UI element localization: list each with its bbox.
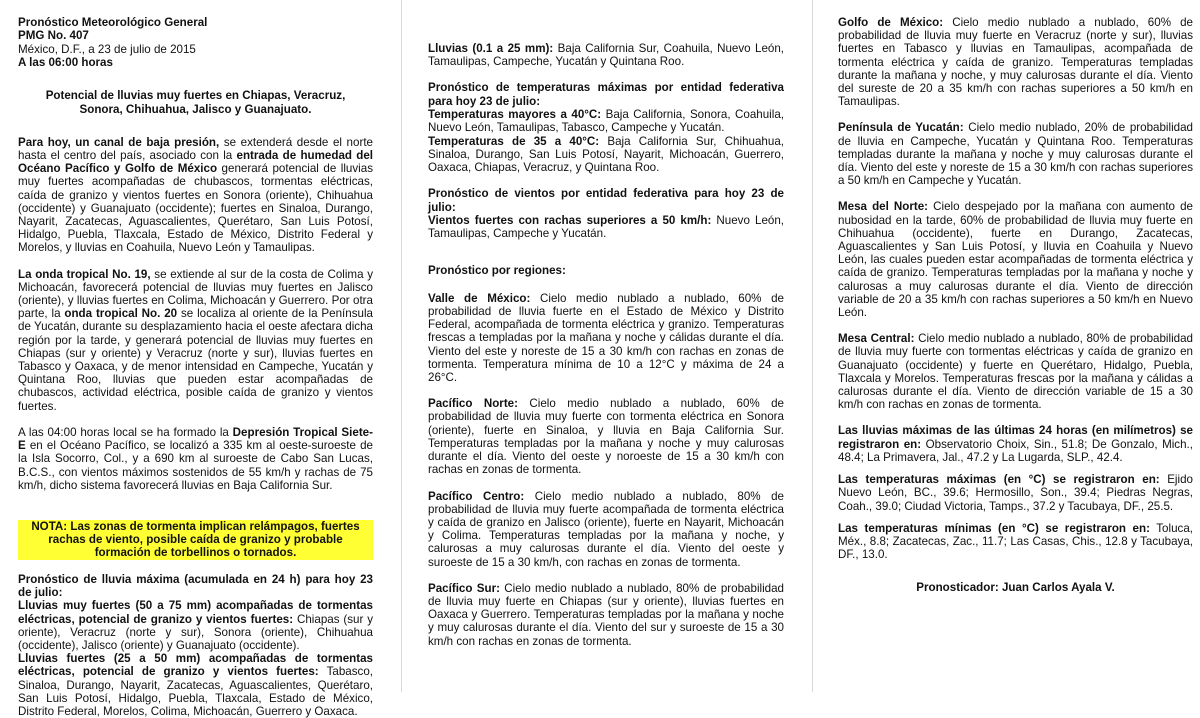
winds-text: Vientos fuertes con rachas superiores a 50 km/h: Nuevo León, Tamaulipas, Campeche y Yucatán. bbox=[428, 214, 785, 241]
region-mesa-del-norte: Mesa del Norte: Cielo despejado por la mañana con aumento de nubosidad en la tarde, 60% de probabilidad de lluvia muy fuerte en Chihuahua (occidente), fuerte en Durango, Zacatecas, Aguascalientes y San Luis Potosí, y lluvia en Coahuila y Nuevo León, las cuales pueden estar acompañadas de tormenta eléctrica y caída de granizo. Temperaturas templadas por la mañana y noche y calurosas a muy calurosas durante el día. Viento de dirección variable de 20 a 35 km/h con rachas superiores a 50 km/h en Nuevo León. bbox=[838, 200, 1193, 320]
rain-very-strong: Lluvias muy fuertes (50 a 75 mm) acompañadas de tormentas eléctricas, potencial de granizo y vientos fuertes: Chiapas (sur y oriente), Veracruz (norte y sur), Sonora (oriente), Chihuahua (occidente), Jalisco (oriente) y Guanajuato (occidente). bbox=[18, 599, 373, 652]
column-right bbox=[838, 0, 1193, 692]
report-title: Pronóstico Meteorológico General bbox=[18, 16, 208, 29]
region-pacifico-sur: Pacífico Sur: Cielo medio nublado a nublado, 80% de probabilidad de lluvia muy fuerte en Chiapas (sur y oriente), lluvias fuertes en Oaxaca y Guerrero. Temperaturas templadas por la mañana y noche y muy calurosas durante el día. Viento del sur y suroeste de 15 a 30 km/h con rachas en zonas de tormenta. bbox=[428, 581, 785, 648]
paragraph-tropical-depression: A las 04:00 horas local se ha formado la Depresión Tropical Siete-E en el Océano Pacífico, se localizó a 335 km al oeste-suroeste de la Isla Socorro, Col., y a 690 km al suroeste de Cabo San Lucas, B.C.S., con vientos máximos sostenidos de 55 km/h y rachas de 75 km/h, dicho sistema favorecerá lluvias en Baja California Sur. bbox=[18, 425, 373, 492]
region-pacifico-centro: Pacífico Centro: Cielo medio nublado a nublado, 80% de probabilidad de lluvia muy fuerte acompañada de tormenta eléctrica y caída de granizo en Jalisco (oriente), fuerte en Nayarit, Michoacán y Colima. Temperaturas templadas por la mañana y noche, y calurosas a muy calurosas durante el día. Viento del oeste y suroeste de 15 a 30 km/h, con rachas en zonas de tormenta. bbox=[428, 489, 784, 569]
report-date: México, D.F., a 23 de julio de 2015 bbox=[18, 42, 196, 56]
winds-heading: Pronóstico de vientos por entidad federativa para hoy 23 de julio: bbox=[428, 187, 784, 214]
column-divider bbox=[401, 0, 402, 692]
records-max-rain: Las lluvias máximas de las últimas 24 horas (en milímetros) se registraron en: Observatorio Choix, Sin., 51.8; De Gonzalo, Mich., 48.4; La Primavera, Jal., 47.2 y La Lugarda, SLP., 42.4. bbox=[838, 424, 1193, 464]
records-max-temp: Las temperaturas máximas (en °C) se registraron en: Ejido Nuevo León, BC., 39.6; Hermosillo, Son., 39.4; Piedras Negras, Coah., 39.0; Ciudad Victoria, Tamps., 37.2 y Tacubaya, DF., 25.5. bbox=[838, 473, 1193, 513]
paragraph-low-pressure: Para hoy, un canal de baja presión, se extenderá desde el norte hasta el centro del país, asociado con la entrada de humedad del Océano Pacífico y Golfo de México generará potencial de lluvias muy fuertes acompañadas de chubascos, tormentas eléctricas, caída de granizo y vientos fuertes en Sonora (oriente), Chihuahua (occidente) y Guanajuato (occidente); fuertes en Sinaloa, Durango, Nayarit, Zacatecas, Aguascalientes, Querétaro, San Luis Potosí, Hidalgo, Puebla, Tlaxcala, Estado de México, Distrito Federal y Morelos, y lluvias en Coahuila, Nuevo León y Tamaulipas. bbox=[18, 135, 374, 255]
region-pacifico-norte: Pacífico Norte: Cielo medio nublado a nublado, 60% de probabilidad de lluvia muy fuerte con tormenta eléctrica en Sonora (oriente), fuerte en Sinaloa, y lluvia en Baja California Sur. Temperaturas templadas por la mañana y noche y muy calurosas durante el día. Viento del oeste y noroeste de 15 a 30 km/h con rachas en zonas de tormenta. bbox=[428, 397, 785, 477]
report-number: PMG No. 407 bbox=[18, 29, 89, 43]
region-golfo-de-mexico: Golfo de México: Cielo medio nublado a nublado, 60% de probabilidad de lluvia muy fuerte en Veracruz (norte y sur), lluvias fuertes en Tabasco y lluvias en Tamaulipas, acompañada de tormenta eléctrica y caída de granizo. Temperaturas templadas durante la mañana y noche, y muy calurosas durante el día. Viento del sureste de 20 a 35 km/h con rachas superiores a 50 km/h en Tamaulipas. bbox=[838, 16, 1193, 109]
report-time: A las 06:00 horas bbox=[18, 56, 113, 70]
region-peninsula-de-yucatan: Península de Yucatán: Cielo medio nublado, 20% de probabilidad de lluvia en Campeche, Yucatán y Quintana Roo. Temperaturas templadas durante la mañana y noche y muy calurosas durante el día. Viento del este y noreste de 15 a 30 km/h con rachas superiores a 50 km/h en Campeche y Yucatán. bbox=[838, 121, 1193, 188]
regions-heading: Pronóstico por regiones: bbox=[428, 264, 566, 278]
rain-forecast-heading: Pronóstico de lluvia máxima (acumulada en 24 h) para hoy 23 de julio: bbox=[18, 572, 373, 599]
rain-light: Lluvias (0.1 a 25 mm): Baja California Sur, Coahuila, Nuevo León, Tamaulipas, Campeche, Yucatán y Quintana Roo. bbox=[428, 42, 785, 69]
temps-over-40: Temperaturas mayores a 40°C: Baja California, Sonora, Coahuila, Nuevo León, Tamaulipas, Tabasco, Campeche y Yucatán. bbox=[428, 108, 785, 135]
column-left bbox=[18, 0, 374, 718]
temps-heading: Pronóstico de temperaturas máximas por entidad federativa para hoy 23 de julio: bbox=[428, 81, 784, 108]
temps-35-40: Temperaturas de 35 a 40°C: Baja California Sur, Chihuahua, Sinaloa, Durango, San Luis Potosí, Nayarit, Michoacán, Guerrero, Oaxaca, Chiapas, Veracruz, y Quintana Roo. bbox=[428, 134, 784, 175]
rain-strong: Lluvias fuertes (25 a 50 mm) acompañadas de tormentas eléctricas, potencial de granizo y vientos fuertes: Tabasco, Sinaloa, Durango, Nayarit, Zacatecas, Aguascalientes, Querétaro, San Luis Potosí, Hidalgo, Puebla, Tlaxcala, Estado de México, Distrito Federal, Morelos, Colima, Michoacán, Guerrero y Oaxaca. bbox=[18, 652, 373, 718]
storm-note: NOTA: Las zonas de tormenta implican relámpagos, fuertes rachas de viento, posible caída de granizo y probable formación de torbellinos o tornados. bbox=[18, 520, 373, 560]
region-mesa-central: Mesa Central: Cielo medio nublado a nublado, 80% de probabilidad de lluvia muy fuerte con tormentas eléctricas y caída de granizo en Guanajuato (occidente) y fuerte en Querétaro, Hidalgo, Puebla, Tlaxcala y Morelos. Temperaturas frescas por la mañana y cálidas a calurosas durante el día. Viento de dirección variable de 15 a 30 km/h con rachas en zonas de tormenta. bbox=[838, 332, 1194, 412]
region-valle-de-mexico: Valle de México: Cielo medio nublado a nublado, 60% de probabilidad de lluvia fuerte en el Estado de México y Distrito Federal, acompañada de tormenta eléctrica y granizo. Temperaturas frescas a templadas por la mañana y noche y cálidas durante el día. Viento del este y noreste de 15 a 30 km/h con rachas en zonas de tormenta. Temperatura mínima de 10 a 12°C y máxima de 24 a 26°C. bbox=[428, 291, 784, 385]
forecaster-signature: Pronosticador: Juan Carlos Ayala V. bbox=[916, 581, 1115, 595]
column-divider bbox=[812, 0, 813, 692]
column-middle bbox=[428, 0, 784, 692]
paragraph-tropical-waves: La onda tropical No. 19, se extiende al sur de la costa de Colima y Michoacán, favorecerá potencial de lluvias muy fuertes en Jalisco (oriente), y lluvias fuertes en Colima, Michoacán y Guerrero. Por otra parte, la onda tropical No. 20 se localiza al oriente de la Península de Yucatán, durante su desplazamiento hacia el oeste afectara dicha región por la tarde, y generará potencial de lluvias muy fuertes en Chiapas (sur y oriente) y Veracruz (norte y sur), lluvias fuertes en Tabasco y Oaxaca, y de menor intensidad en Campeche, Yucatán y Quintana Roo, lluvias que pueden estar acompañadas de chubascos, actividad eléctrica, posible caída de granizo y vientos fuertes. bbox=[18, 267, 373, 413]
headline: Potencial de lluvias muy fuertes en Chiapas, Veracruz, Sonora, Chihuahua, Jalisco y Guanajuato. bbox=[45, 89, 346, 116]
records-min-temp: Las temperaturas mínimas (en °C) se registraron en: Toluca, Méx., 8.8; Zacatecas, Zac., 11.7; Las Casas, Chis., 12.8 y Tacubaya, DF., 13.0. bbox=[838, 521, 1193, 562]
